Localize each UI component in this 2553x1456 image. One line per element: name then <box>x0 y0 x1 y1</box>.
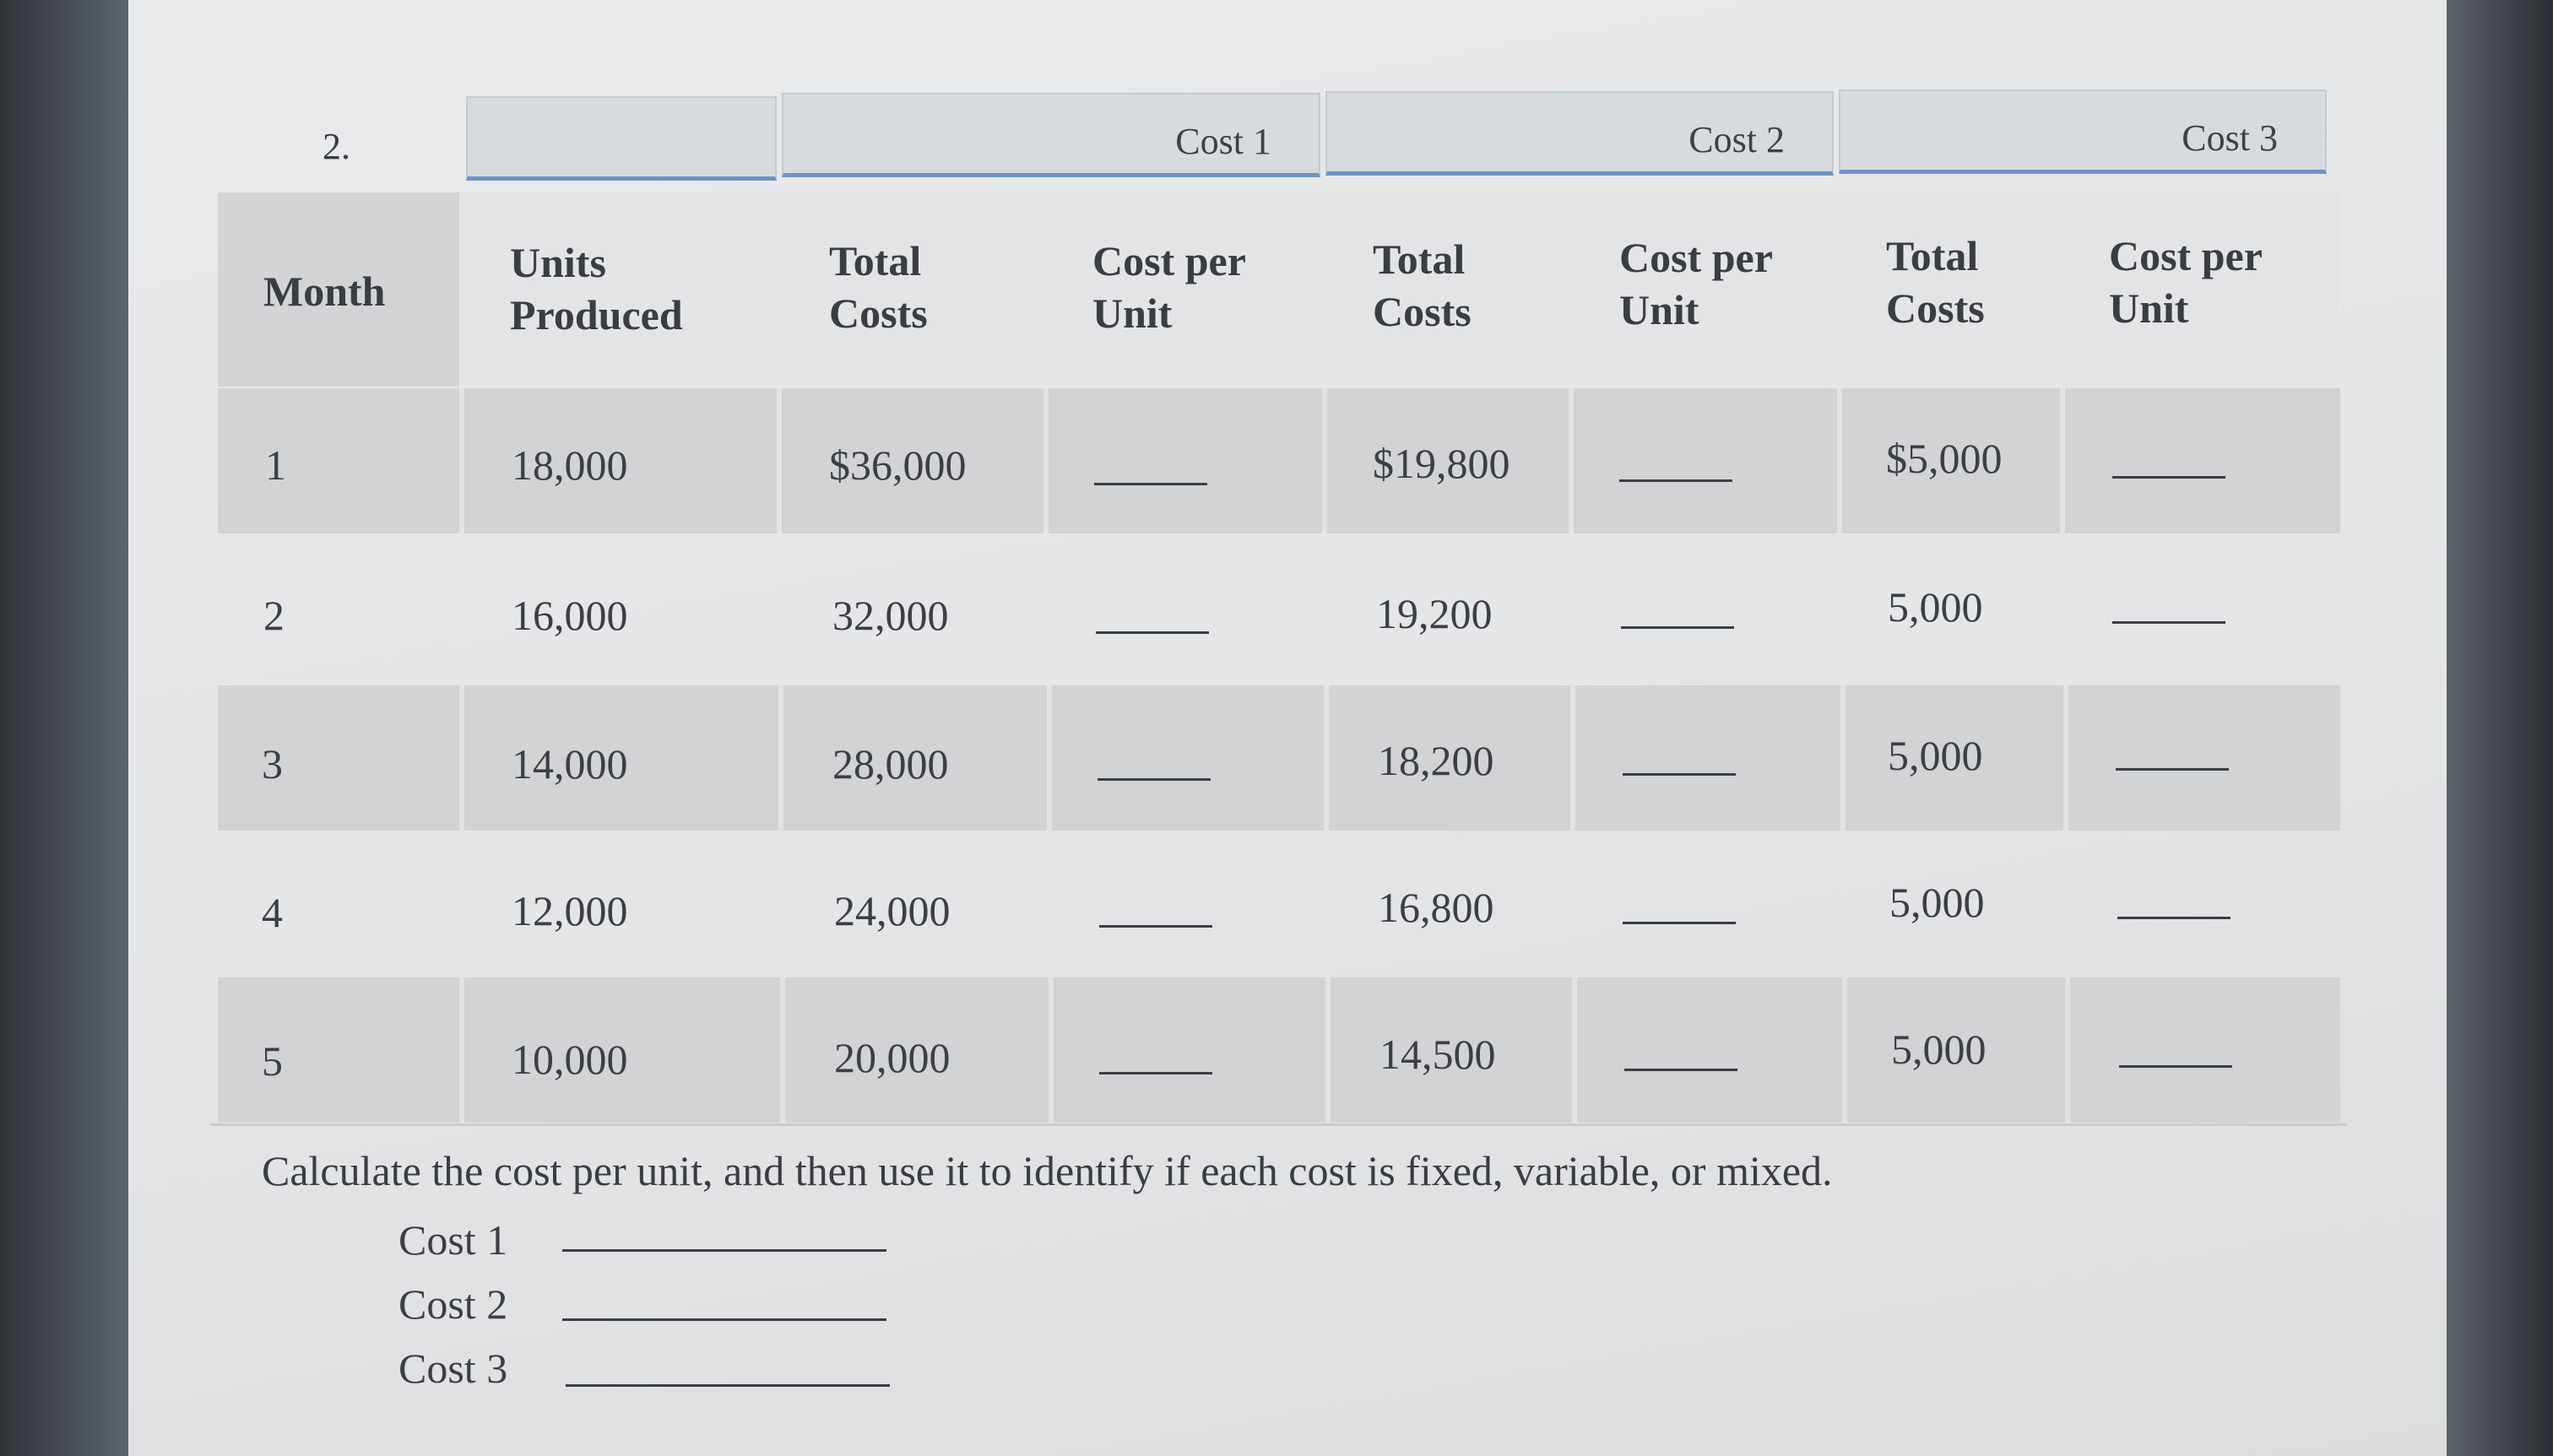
col-header-cost2-total: Total Costs <box>1373 235 1472 335</box>
cell-separator <box>459 685 464 831</box>
cell-separator <box>777 388 782 533</box>
cost1-per-unit-blank[interactable] <box>1096 631 1209 634</box>
table-bottom-rule <box>211 1123 2347 1126</box>
cell-units: 16,000 <box>512 592 628 639</box>
cost1-per-unit-blank[interactable] <box>1099 925 1212 928</box>
answer-line-cost-1[interactable] <box>562 1249 886 1252</box>
col-header-cost3-total: Total Costs <box>1886 232 1985 332</box>
cell-cost2-total: 19,200 <box>1376 590 1493 637</box>
group-header-cost-1 <box>782 93 1320 177</box>
cell-separator <box>2063 685 2068 831</box>
cell-cost2-total: 14,500 <box>1379 1031 1496 1078</box>
answer-label-cost-2: Cost 2 <box>398 1280 508 1328</box>
cell-separator <box>459 388 464 533</box>
col-header-cost1-total: Total Costs <box>829 237 928 337</box>
cell-units: 18,000 <box>512 441 628 489</box>
cell-cost3-total: 5,000 <box>1891 1026 1987 1073</box>
col-header-cost2-per-unit: Cost per Unit <box>1619 234 1773 333</box>
cell-units: 14,000 <box>512 740 628 788</box>
cell-month: 3 <box>262 740 283 788</box>
cell-separator <box>1572 977 1577 1123</box>
col-header-cost1-per-unit: Cost per Unit <box>1092 237 1246 337</box>
problem-number: 2. <box>323 126 350 167</box>
cost3-per-unit-blank[interactable] <box>2112 476 2225 479</box>
cell-separator <box>780 977 785 1123</box>
cell-cost1-total: $36,000 <box>829 441 967 489</box>
cell-separator <box>1840 685 1846 831</box>
cell-cost2-total: 16,800 <box>1378 884 1494 931</box>
group-header-cost-2 <box>1325 91 1834 176</box>
cell-separator <box>1322 388 1327 533</box>
group-header-cost-3 <box>1839 89 2327 174</box>
cell-separator <box>778 685 783 831</box>
answer-line-cost-2[interactable] <box>562 1318 886 1321</box>
cell-units: 10,000 <box>512 1036 628 1083</box>
cost3-per-unit-blank[interactable] <box>2112 621 2225 624</box>
background-left <box>0 0 128 1456</box>
cell-separator <box>1570 685 1575 831</box>
cell-cost2-total: $19,800 <box>1373 440 1510 487</box>
cost2-per-unit-blank[interactable] <box>1621 626 1734 629</box>
cost3-per-unit-blank[interactable] <box>2119 1065 2232 1068</box>
cost1-per-unit-blank[interactable] <box>1094 483 1207 485</box>
cell-separator <box>1842 977 1847 1123</box>
cell-separator <box>1043 388 1049 533</box>
cell-units: 12,000 <box>512 887 628 934</box>
answer-label-cost-1: Cost 1 <box>398 1216 508 1264</box>
col-header-units-produced: Units Produced <box>510 239 683 338</box>
cell-cost1-total: 24,000 <box>834 887 951 934</box>
group-label-cost-1: Cost 1 <box>1175 121 1271 162</box>
cell-cost3-total: 5,000 <box>1888 732 1983 779</box>
cell-cost3-total: $5,000 <box>1886 435 2003 482</box>
cost1-per-unit-blank[interactable] <box>1098 778 1211 781</box>
cell-separator <box>1325 977 1331 1123</box>
cell-month: 4 <box>262 889 283 936</box>
cost3-per-unit-blank[interactable] <box>2117 917 2230 919</box>
cell-cost3-total: 5,000 <box>1889 879 1985 926</box>
cell-cost2-total: 18,200 <box>1378 737 1494 784</box>
cell-month: 2 <box>263 592 285 639</box>
cell-separator <box>1324 685 1329 831</box>
cell-separator <box>1047 685 1052 831</box>
cell-separator <box>459 977 464 1123</box>
cell-month: 1 <box>265 441 286 489</box>
cell-cost1-total: 32,000 <box>832 592 949 639</box>
answer-line-cost-3[interactable] <box>566 1384 890 1387</box>
cell-separator <box>1569 388 1574 533</box>
cell-cost1-total: 20,000 <box>834 1034 951 1081</box>
answer-label-cost-3: Cost 3 <box>398 1345 508 1392</box>
group-label-cost-2: Cost 2 <box>1688 119 1785 160</box>
cost2-per-unit-blank[interactable] <box>1623 922 1736 924</box>
cost2-per-unit-blank[interactable] <box>1624 1069 1737 1071</box>
col-header-cost3-per-unit: Cost per Unit <box>2109 232 2263 332</box>
group-label-cost-3: Cost 3 <box>2182 117 2278 159</box>
col-header-month: Month <box>263 268 386 315</box>
cost2-per-unit-blank[interactable] <box>1623 773 1736 776</box>
cell-separator <box>2065 977 2070 1123</box>
cell-separator <box>2060 388 2065 533</box>
background-right <box>2447 0 2553 1456</box>
cost1-per-unit-blank[interactable] <box>1099 1072 1212 1074</box>
group-header-units <box>466 96 777 181</box>
cell-cost1-total: 28,000 <box>832 740 949 788</box>
cell-cost3-total: 5,000 <box>1888 583 1983 631</box>
cost3-per-unit-blank[interactable] <box>2116 768 2229 771</box>
cost2-per-unit-blank[interactable] <box>1619 479 1732 482</box>
cell-month: 5 <box>262 1037 283 1085</box>
instruction-text: Calculate the cost per unit, and then use it to identify if each cost is fixed, variable, or mixed. <box>262 1147 1833 1194</box>
cell-separator <box>1837 388 1842 533</box>
cell-separator <box>1049 977 1054 1123</box>
